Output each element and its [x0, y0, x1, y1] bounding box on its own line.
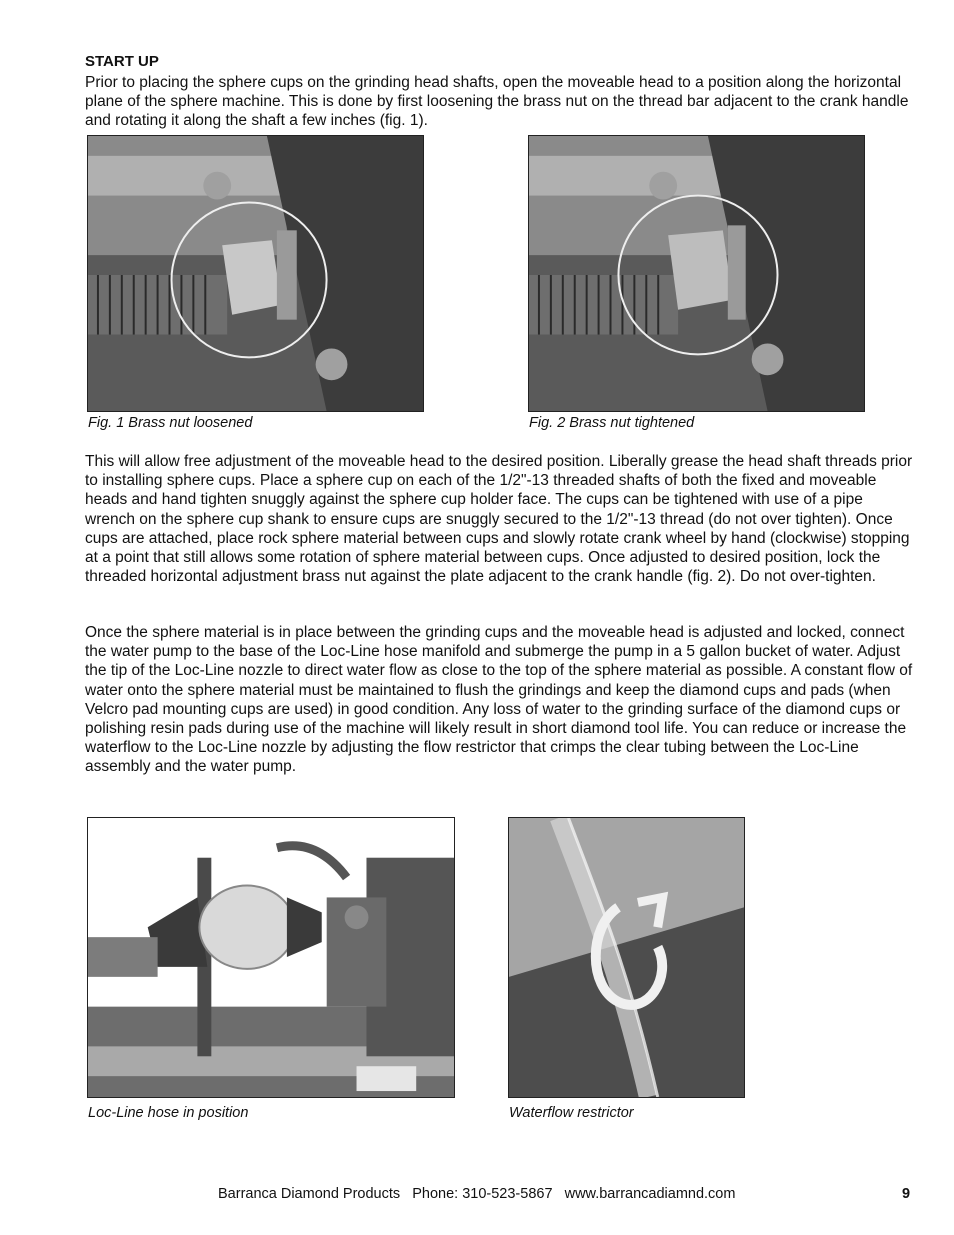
caption-fig3: Loc-Line hose in position [88, 1105, 249, 1121]
caption-fig1: Fig. 1 Brass nut loosened [88, 415, 253, 431]
photo-brass-nut-loosened [87, 135, 424, 412]
photo-brass-nut-tightened [528, 135, 865, 412]
water-flow-paragraph: Once the sphere material is in place between the grinding cups and the moveable head is adjusted and locked, connect the water pump to the base of the Loc-Line hose manifold and submerge the pump in a 5 gallon bucket of water. Adjust the tip of the Loc-Line nozzle to direct water flow as close to the top of the sphere material as possible. A constant flow of water onto the sphere material must be maintained to flush the grindings and keep the diamond cups and pads (when Velcro pad mounting cups are used) in good condition. Any loss of water to the grinding surface of the diamond cups or polishing resin pads during use of the machine will likely result in short diamond tool life. You can reduce or increase the waterflow to the Loc-Line nozzle by adjusting the flow restrictor that crimps the clear tubing between the Loc-Line assembly and the water pump. [85, 624, 913, 776]
adjustment-paragraph: This will allow free adjustment of the moveable head to the desired position. Liberally grease the head shaft threads prior to installing sphere cups. Place a sphere cup on each of the 1/2"-13 threaded shafts of both the fixed and moveable heads and hand tighten snuggly against the sphere cup holder face. The cups can be tightened with use of a pipe wrench on the sphere cup shank to ensure cups are snuggly secured to the 1/2"-13 thread (do not over tighten). Once cups are attached, place rock sphere material between cups and slowly rotate crank wheel by hand (clockwise) stopping at a point that still allows some rotation of sphere material between cups. Once adjusted to desired position, lock the threaded horizontal adjustment brass nut against the plate adjacent to the crank handle (fig. 2). Do not over-tighten. [85, 453, 913, 586]
caption-fig2: Fig. 2 Brass nut tightened [529, 415, 695, 431]
caption-fig4: Waterflow restrictor [509, 1105, 634, 1121]
page-footer: Barranca Diamond Products Phone: 310-523-5867 www.barrancadiamnd.com [218, 1186, 736, 1202]
photo-waterflow-restrictor [508, 817, 745, 1098]
photo-loc-line-hose [87, 817, 455, 1098]
intro-paragraph: Prior to placing the sphere cups on the grinding head shafts, open the moveable head to a position along the horizontal plane of the sphere machine. This is done by first loosening the brass nut on the thread bar adjacent to the crank handle and rotating it along the shaft a few inches (fig. 1). [85, 74, 909, 130]
page-number: 9 [902, 1186, 911, 1202]
section-heading: START UP [85, 53, 159, 70]
